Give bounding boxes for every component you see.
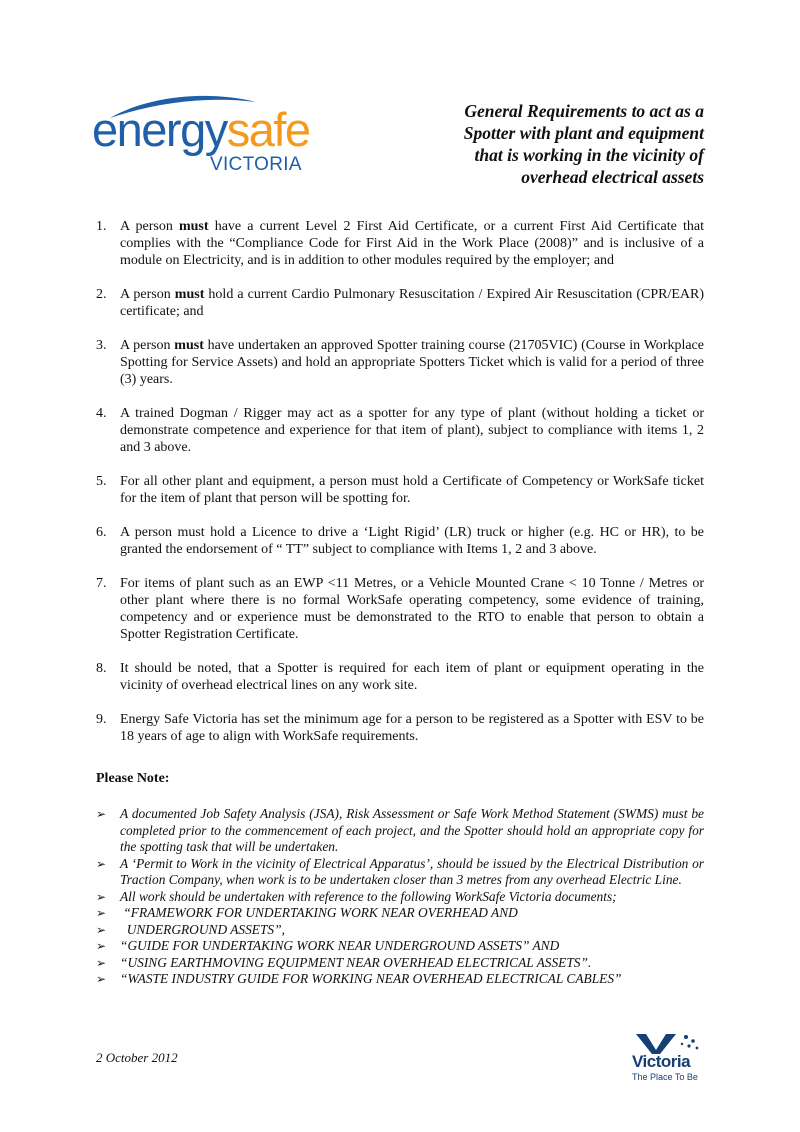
note-item: ➢ All work should be undertaken with reference to the following WorkSafe Victoria documents; [96, 888, 617, 904]
arrow-bullet-icon: ➢ [96, 807, 107, 821]
arrow-bullet-icon: ➢ [96, 939, 107, 953]
logo-wordmark: energysafe [92, 103, 310, 156]
note-item: ➢ A documented Job Safety Analysis (JSA), Risk Assessment or Safe Work Method Statement (SWMS) must be completed prior to the commencement of each project, and the Spotter should hold an appropriate copy for the spotting task that will be undertaken. [96, 806, 704, 854]
list-item: 7. For items of plant such as an EWP <11 Metres, or a Vehicle Mounted Crane < 10 Tonne / Metres or other plant where there is no formal WorkSafe operating competency, some evidence of training, competency and or experience must be demonstrated to the RTO to enable that person to obtain a Spotter Registration Certificate. [96, 576, 704, 642]
title-line: Spotter with plant and equipment [463, 123, 704, 143]
document-date: 2 October 2012 [96, 1050, 178, 1065]
victoria-tagline: The Place To Be [632, 1072, 698, 1082]
arrow-bullet-icon: ➢ [96, 889, 107, 904]
document-title [374, 100, 704, 188]
list-item: 6. A person must hold a Licence to drive a ‘Light Rigid’ (LR) truck or higher (e.g. HC or HR), to be granted the endorsement of “ TT” subject to compliance with Items 1, 2 and 3 above. [96, 525, 704, 557]
victoria-wordmark: Victoria [632, 1052, 691, 1071]
title-line: General Requirements to act as a [464, 101, 704, 121]
note-item: ➢ “GUIDE FOR UNDERTAKING WORK NEAR UNDERGROUND ASSETS” AND [96, 938, 560, 953]
victoria-logo [632, 1032, 706, 1092]
note-item: ➢ “USING EARTHMOVING EQUIPMENT NEAR OVERHEAD ELECTRICAL ASSETS”. [96, 954, 592, 970]
energysafe-logo [92, 92, 312, 182]
title-line: that is working in the vicinity of [474, 145, 704, 165]
list-item: 3. A person must have undertaken an approved Spotter training course (21705VIC) (Course in Workplace Spotting for Service Assets) and hold an appropriate Spotters Ticket which is valid for a period of three (3) years. [96, 338, 704, 387]
victoria-v-icon [634, 1032, 704, 1054]
arrow-bullet-icon: ➢ [96, 955, 107, 970]
note-item: ➢ UNDERGROUND ASSETS”, [96, 921, 285, 937]
arrow-bullet-icon: ➢ [96, 906, 107, 920]
list-item: 4. A trained Dogman / Rigger may act as a spotter for any type of plant (without holding a ticket or demonstrate competence and experience for that item of plant), subject to compliance with items 1, 2 and 3 above. [96, 406, 704, 455]
title-line: overhead electrical assets [521, 167, 704, 187]
list-item: 5. For all other plant and equipment, a person must hold a Certificate of Competency or WorkSafe ticket for the item of plant that person will be spotting for. [96, 474, 704, 506]
list-item: 1. A person must have a current Level 2 First Aid Certificate, or a current First Aid Certificate that complies with the “Compliance Code for First Aid in the Work Place (2008)” and is inclusive of a module on Electricity, and is in addition to other modules required by the employer; and [96, 219, 704, 268]
notes-list [96, 806, 704, 988]
please-note-heading: Please Note: [96, 771, 170, 786]
arrow-bullet-icon: ➢ [96, 856, 107, 871]
list-item: 8. It should be noted, that a Spotter is required for each item of plant or equipment operating in the vicinity of overhead electrical lines on any work site. [96, 661, 704, 693]
list-item: 2. A person must hold a current Cardio Pulmonary Resuscitation / Expired Air Resuscitation (CPR/EAR) certificate; and [96, 287, 704, 319]
arrow-bullet-icon: ➢ [96, 972, 107, 986]
list-item: 9. Energy Safe Victoria has set the minimum age for a person to be registered as a Spotter with ESV to be 18 years of age to align with WorkSafe requirements. [96, 712, 704, 744]
note-item: ➢ “WASTE INDUSTRY GUIDE FOR WORKING NEAR OVERHEAD ELECTRICAL CABLES” [96, 971, 622, 986]
requirements-list [96, 218, 704, 762]
arrow-bullet-icon: ➢ [96, 922, 107, 937]
note-item: ➢ “FRAMEWORK FOR UNDERTAKING WORK NEAR OVERHEAD AND [96, 905, 518, 920]
logo-subtitle: VICTORIA [210, 154, 302, 175]
note-item: ➢ A ‘Permit to Work in the vicinity of Electrical Apparatus’, should be issued by the Electrical Distribution or Traction Company, when work is to be undertaken closer than 3 metres from any overhead Electric Line. [96, 855, 704, 887]
